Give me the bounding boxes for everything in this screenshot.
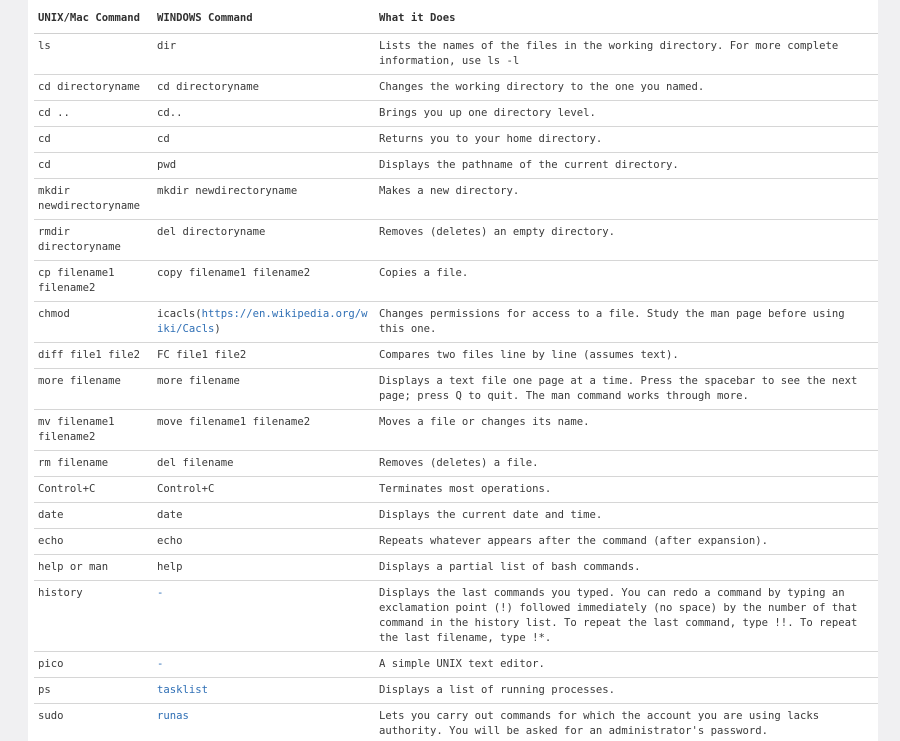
unix-command-cell: cp filename1 filename2: [34, 261, 153, 302]
table-row: [34, 503, 878, 529]
unix-command-cell: pico: [34, 652, 153, 678]
header-windows: WINDOWS Command: [153, 4, 375, 34]
description-cell: Displays the last commands you typed. You can redo a command by typing an exclamation point (!) followed immediately (no space) by the number of that command in the history list. To repeat the last command, type !!. To repeat the last filename, type !*.: [375, 581, 878, 652]
description-cell: Terminates most operations.: [375, 477, 878, 503]
windows-command-prefix: icacls(: [157, 308, 202, 320]
table-row: [34, 75, 878, 101]
windows-command-cell: Control+C: [153, 477, 375, 503]
table-row: [34, 261, 878, 302]
description-cell: Displays a partial list of bash commands.: [375, 555, 878, 581]
description-cell: A simple UNIX text editor.: [375, 652, 878, 678]
windows-command-cell: dir: [153, 34, 375, 75]
unix-command-cell: history: [34, 581, 153, 652]
unix-command-cell: help or man: [34, 555, 153, 581]
windows-command-cell: echo: [153, 529, 375, 555]
description-cell: Lets you carry out commands for which the account you are using lacks authority. You will be asked for an administrator's password.: [375, 704, 878, 741]
unix-command-cell: mkdir newdirectoryname: [34, 179, 153, 220]
windows-command-cell: more filename: [153, 369, 375, 410]
unix-command-cell: rmdir directoryname: [34, 220, 153, 261]
description-cell: Changes permissions for access to a file. Study the man page before using this one.: [375, 302, 878, 343]
description-cell: Copies a file.: [375, 261, 878, 302]
windows-command-suffix: ): [214, 323, 221, 335]
windows-command-cell: cd directoryname: [153, 75, 375, 101]
description-cell: Changes the working directory to the one you named.: [375, 75, 878, 101]
runas-link[interactable]: runas: [157, 710, 189, 722]
description-cell: Brings you up one directory level.: [375, 101, 878, 127]
unix-command-cell: ls: [34, 34, 153, 75]
table-row: [34, 555, 878, 581]
unix-command-cell: mv filename1 filename2: [34, 410, 153, 451]
unix-command-cell: date: [34, 503, 153, 529]
table-row: [34, 153, 878, 179]
table-row: [34, 179, 878, 220]
unix-command-cell: sudo: [34, 704, 153, 741]
table-row: [34, 302, 878, 343]
windows-command-cell: -: [153, 652, 375, 678]
table-row: [34, 581, 878, 652]
description-cell: Removes (deletes) an empty directory.: [375, 220, 878, 261]
table-row: [34, 410, 878, 451]
table-header-row: [34, 4, 878, 34]
table-row: [34, 343, 878, 369]
unix-command-cell: ps: [34, 678, 153, 704]
header-unix: UNIX/Mac Command: [34, 4, 153, 34]
windows-command-cell: [153, 302, 375, 343]
unix-command-cell: cd ..: [34, 101, 153, 127]
windows-command-cell: move filename1 filename2: [153, 410, 375, 451]
header-what: What it Does: [375, 4, 878, 34]
table-row: [34, 127, 878, 153]
unix-command-cell: echo: [34, 529, 153, 555]
table-row: [34, 101, 878, 127]
table-row: [34, 34, 878, 75]
description-cell: Compares two files line by line (assumes text).: [375, 343, 878, 369]
unix-command-cell: chmod: [34, 302, 153, 343]
description-cell: Displays a text file one page at a time. Press the spacebar to see the next page; press Q to quit. The man command works through more.: [375, 369, 878, 410]
unix-command-cell: cd directoryname: [34, 75, 153, 101]
description-cell: Displays the pathname of the current directory.: [375, 153, 878, 179]
description-cell: Returns you to your home directory.: [375, 127, 878, 153]
windows-command-cell: -: [153, 581, 375, 652]
description-cell: Displays the current date and time.: [375, 503, 878, 529]
description-cell: Repeats whatever appears after the command (after expansion).: [375, 529, 878, 555]
unix-command-cell: cd: [34, 127, 153, 153]
windows-command-cell: del filename: [153, 451, 375, 477]
description-cell: Lists the names of the files in the working directory. For more complete information, use ls -l: [375, 34, 878, 75]
table-row: [34, 704, 878, 741]
description-cell: Makes a new directory.: [375, 179, 878, 220]
windows-command-cell: help: [153, 555, 375, 581]
unix-command-cell: rm filename: [34, 451, 153, 477]
unix-command-cell: diff file1 file2: [34, 343, 153, 369]
table-row: [34, 477, 878, 503]
table-row: [34, 678, 878, 704]
description-cell: Removes (deletes) a file.: [375, 451, 878, 477]
document-page: [28, 0, 878, 741]
table-row: [34, 529, 878, 555]
windows-command-cell: FC file1 file2: [153, 343, 375, 369]
windows-command-cell: mkdir newdirectoryname: [153, 179, 375, 220]
windows-command-cell: [153, 678, 375, 704]
windows-command-cell: pwd: [153, 153, 375, 179]
unix-command-cell: Control+C: [34, 477, 153, 503]
description-cell: Moves a file or changes its name.: [375, 410, 878, 451]
table-row: [34, 369, 878, 410]
table-row: [34, 451, 878, 477]
windows-command-cell: del directoryname: [153, 220, 375, 261]
windows-command-cell: [153, 704, 375, 741]
table-row: [34, 220, 878, 261]
tasklist-link[interactable]: tasklist: [157, 684, 209, 696]
table-row: [34, 652, 878, 678]
windows-command-cell: cd: [153, 127, 375, 153]
description-cell: Displays a list of running processes.: [375, 678, 878, 704]
cacls-link[interactable]: https://en.wikipedia.org/wiki/Cacls: [157, 308, 368, 335]
windows-command-cell: date: [153, 503, 375, 529]
commands-table: [34, 4, 878, 741]
unix-command-cell: more filename: [34, 369, 153, 410]
windows-command-cell: cd..: [153, 101, 375, 127]
unix-command-cell: cd: [34, 153, 153, 179]
windows-command-cell: copy filename1 filename2: [153, 261, 375, 302]
